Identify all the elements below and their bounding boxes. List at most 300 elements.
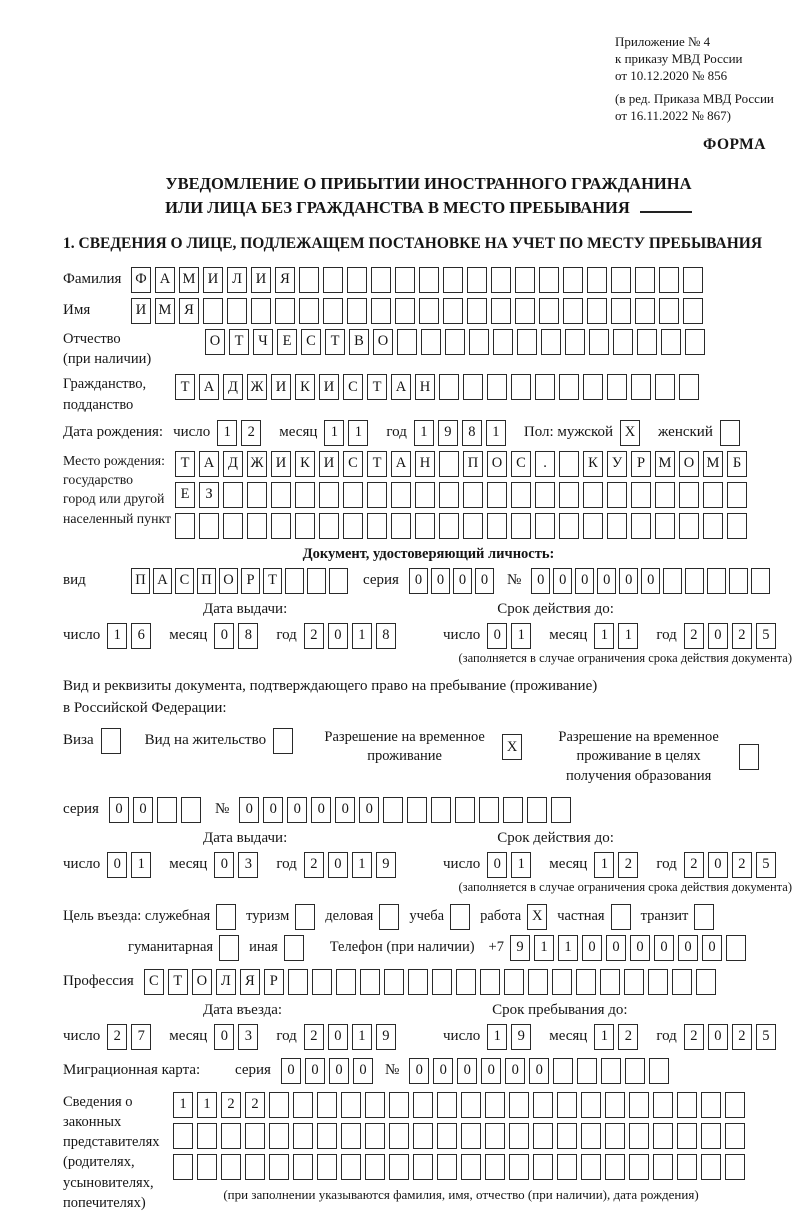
form-cell[interactable] xyxy=(653,1123,673,1149)
form-cell[interactable]: У xyxy=(607,451,627,477)
form-cell[interactable] xyxy=(371,298,391,324)
form-cell[interactable] xyxy=(557,1154,577,1180)
form-cell[interactable]: 2 xyxy=(732,623,752,649)
form-cell[interactable]: Л xyxy=(227,267,247,293)
form-cell[interactable] xyxy=(581,1154,601,1180)
form-cell[interactable] xyxy=(533,1092,553,1118)
form-cell[interactable] xyxy=(221,1123,241,1149)
form-cell[interactable]: 1 xyxy=(594,852,614,878)
form-cell[interactable] xyxy=(432,969,452,995)
form-cell[interactable] xyxy=(535,482,555,508)
form-cell[interactable]: 6 xyxy=(131,623,151,649)
form-cell[interactable] xyxy=(581,1092,601,1118)
form-cell[interactable]: X xyxy=(502,734,522,760)
form-cell[interactable]: 0 xyxy=(353,1058,373,1084)
form-cell[interactable] xyxy=(221,1154,241,1180)
form-cell[interactable]: 0 xyxy=(263,797,283,823)
form-cell[interactable]: И xyxy=(271,451,291,477)
form-cell[interactable] xyxy=(701,1123,721,1149)
form-cell[interactable]: 2 xyxy=(304,1024,324,1050)
form-cell[interactable] xyxy=(487,513,507,539)
form-cell[interactable]: 1 xyxy=(487,1024,507,1050)
form-cell[interactable]: С xyxy=(343,374,363,400)
form-cell[interactable] xyxy=(307,568,326,594)
form-cell[interactable] xyxy=(613,329,633,355)
form-cell[interactable]: Т xyxy=(367,374,387,400)
form-cell[interactable] xyxy=(629,1092,649,1118)
form-cell[interactable] xyxy=(271,482,291,508)
form-cell[interactable]: 1 xyxy=(217,420,237,446)
form-cell[interactable] xyxy=(397,329,417,355)
form-cell[interactable]: М xyxy=(655,451,675,477)
form-cell[interactable]: 1 xyxy=(352,1024,372,1050)
form-cell[interactable] xyxy=(181,797,201,823)
form-cell[interactable] xyxy=(395,298,415,324)
form-cell[interactable] xyxy=(605,1154,625,1180)
form-cell[interactable] xyxy=(223,482,243,508)
form-cell[interactable] xyxy=(629,1154,649,1180)
form-cell[interactable] xyxy=(407,797,427,823)
form-cell[interactable] xyxy=(341,1154,361,1180)
form-cell[interactable]: 0 xyxy=(630,935,650,961)
form-cell[interactable] xyxy=(541,329,561,355)
form-cell[interactable] xyxy=(317,1092,337,1118)
form-cell[interactable]: 1 xyxy=(534,935,554,961)
form-cell[interactable]: 1 xyxy=(352,852,372,878)
form-cell[interactable]: 0 xyxy=(553,568,572,594)
form-cell[interactable]: 0 xyxy=(214,852,234,878)
form-cell[interactable] xyxy=(559,451,579,477)
form-cell[interactable]: М xyxy=(179,267,199,293)
form-cell[interactable]: Я xyxy=(179,298,199,324)
form-cell[interactable] xyxy=(173,1123,193,1149)
form-cell[interactable] xyxy=(284,935,304,961)
form-cell[interactable] xyxy=(384,969,404,995)
form-cell[interactable] xyxy=(703,482,723,508)
form-cell[interactable]: 8 xyxy=(462,420,482,446)
form-cell[interactable] xyxy=(439,513,459,539)
form-cell[interactable]: А xyxy=(199,374,219,400)
form-cell[interactable] xyxy=(485,1123,505,1149)
form-cell[interactable]: 1 xyxy=(107,623,127,649)
form-cell[interactable] xyxy=(456,969,476,995)
form-cell[interactable] xyxy=(589,329,609,355)
form-cell[interactable]: 2 xyxy=(684,623,704,649)
form-cell[interactable]: 0 xyxy=(529,1058,549,1084)
form-cell[interactable]: 2 xyxy=(618,852,638,878)
form-cell[interactable] xyxy=(437,1092,457,1118)
form-cell[interactable] xyxy=(293,1092,313,1118)
form-cell[interactable]: И xyxy=(203,267,223,293)
form-cell[interactable]: 2 xyxy=(684,852,704,878)
form-cell[interactable]: К xyxy=(583,451,603,477)
form-cell[interactable] xyxy=(463,513,483,539)
form-cell[interactable] xyxy=(701,1154,721,1180)
form-cell[interactable]: И xyxy=(271,374,291,400)
form-cell[interactable] xyxy=(413,1154,433,1180)
form-cell[interactable]: 9 xyxy=(511,1024,531,1050)
form-cell[interactable]: Я xyxy=(275,267,295,293)
form-cell[interactable] xyxy=(587,267,607,293)
form-cell[interactable] xyxy=(581,1123,601,1149)
form-cell[interactable] xyxy=(563,267,583,293)
form-cell[interactable] xyxy=(203,298,223,324)
form-cell[interactable]: П xyxy=(197,568,216,594)
form-cell[interactable]: 2 xyxy=(618,1024,638,1050)
form-cell[interactable] xyxy=(479,797,499,823)
form-cell[interactable]: 1 xyxy=(324,420,344,446)
form-cell[interactable]: 0 xyxy=(582,935,602,961)
form-cell[interactable]: 0 xyxy=(487,852,507,878)
form-cell[interactable]: 8 xyxy=(238,623,258,649)
form-cell[interactable] xyxy=(455,797,475,823)
form-cell[interactable] xyxy=(491,298,511,324)
form-cell[interactable] xyxy=(739,744,759,770)
form-cell[interactable]: П xyxy=(463,451,483,477)
form-cell[interactable]: 8 xyxy=(376,623,396,649)
form-cell[interactable]: 9 xyxy=(376,852,396,878)
form-cell[interactable]: 2 xyxy=(304,852,324,878)
form-cell[interactable]: 0 xyxy=(214,1024,234,1050)
form-cell[interactable]: Н xyxy=(415,374,435,400)
form-cell[interactable]: 0 xyxy=(335,797,355,823)
form-cell[interactable] xyxy=(463,482,483,508)
form-cell[interactable] xyxy=(637,329,657,355)
form-cell[interactable] xyxy=(360,969,380,995)
form-cell[interactable] xyxy=(408,969,428,995)
form-cell[interactable] xyxy=(336,969,356,995)
form-cell[interactable] xyxy=(317,1154,337,1180)
form-cell[interactable] xyxy=(101,728,121,754)
form-cell[interactable] xyxy=(679,513,699,539)
form-cell[interactable] xyxy=(517,329,537,355)
form-cell[interactable] xyxy=(655,513,675,539)
form-cell[interactable] xyxy=(659,267,679,293)
form-cell[interactable] xyxy=(663,568,682,594)
form-cell[interactable]: 0 xyxy=(328,623,348,649)
form-cell[interactable] xyxy=(251,298,271,324)
form-cell[interactable]: А xyxy=(391,374,411,400)
form-cell[interactable]: С xyxy=(144,969,164,995)
form-cell[interactable] xyxy=(431,797,451,823)
form-cell[interactable] xyxy=(559,482,579,508)
form-cell[interactable] xyxy=(317,1123,337,1149)
form-cell[interactable] xyxy=(199,513,219,539)
form-cell[interactable] xyxy=(367,513,387,539)
form-cell[interactable] xyxy=(173,1154,193,1180)
form-cell[interactable] xyxy=(559,374,579,400)
form-cell[interactable] xyxy=(395,267,415,293)
form-cell[interactable]: 1 xyxy=(594,1024,614,1050)
form-cell[interactable] xyxy=(649,1058,669,1084)
form-cell[interactable] xyxy=(559,513,579,539)
form-cell[interactable] xyxy=(635,267,655,293)
form-cell[interactable]: 1 xyxy=(131,852,151,878)
form-cell[interactable]: 0 xyxy=(457,1058,477,1084)
form-cell[interactable]: 0 xyxy=(531,568,550,594)
form-cell[interactable]: 0 xyxy=(654,935,674,961)
form-cell[interactable]: 2 xyxy=(732,852,752,878)
form-cell[interactable]: О xyxy=(192,969,212,995)
form-cell[interactable] xyxy=(725,1092,745,1118)
form-cell[interactable] xyxy=(509,1092,529,1118)
form-cell[interactable] xyxy=(391,482,411,508)
form-cell[interactable] xyxy=(391,513,411,539)
form-cell[interactable] xyxy=(648,969,668,995)
form-cell[interactable] xyxy=(293,1123,313,1149)
form-cell[interactable] xyxy=(439,482,459,508)
form-cell[interactable]: 0 xyxy=(281,1058,301,1084)
form-cell[interactable] xyxy=(467,298,487,324)
form-cell[interactable] xyxy=(469,329,489,355)
form-cell[interactable] xyxy=(624,969,644,995)
form-cell[interactable] xyxy=(535,374,555,400)
form-cell[interactable]: 2 xyxy=(241,420,261,446)
form-cell[interactable]: С xyxy=(343,451,363,477)
form-cell[interactable]: 2 xyxy=(732,1024,752,1050)
form-cell[interactable] xyxy=(629,1123,649,1149)
form-cell[interactable]: 0 xyxy=(359,797,379,823)
form-cell[interactable] xyxy=(677,1123,697,1149)
form-cell[interactable]: Т xyxy=(263,568,282,594)
form-cell[interactable] xyxy=(271,513,291,539)
form-cell[interactable]: 0 xyxy=(475,568,494,594)
form-cell[interactable]: 0 xyxy=(287,797,307,823)
form-cell[interactable]: О xyxy=(487,451,507,477)
form-cell[interactable] xyxy=(413,1123,433,1149)
form-cell[interactable] xyxy=(611,298,631,324)
form-cell[interactable]: З xyxy=(199,482,219,508)
form-cell[interactable]: Ж xyxy=(247,451,267,477)
form-cell[interactable] xyxy=(677,1154,697,1180)
form-cell[interactable] xyxy=(485,1092,505,1118)
form-cell[interactable] xyxy=(661,329,681,355)
form-cell[interactable] xyxy=(557,1092,577,1118)
form-cell[interactable]: Ч xyxy=(253,329,273,355)
form-cell[interactable] xyxy=(487,374,507,400)
form-cell[interactable] xyxy=(343,513,363,539)
form-cell[interactable] xyxy=(216,904,236,930)
form-cell[interactable] xyxy=(503,797,523,823)
form-cell[interactable] xyxy=(389,1154,409,1180)
form-cell[interactable] xyxy=(491,267,511,293)
form-cell[interactable] xyxy=(389,1123,409,1149)
form-cell[interactable]: 1 xyxy=(348,420,368,446)
form-cell[interactable]: 9 xyxy=(376,1024,396,1050)
form-cell[interactable] xyxy=(703,513,723,539)
form-cell[interactable]: Т xyxy=(229,329,249,355)
form-cell[interactable] xyxy=(611,904,631,930)
form-cell[interactable] xyxy=(565,329,585,355)
form-cell[interactable]: И xyxy=(319,374,339,400)
form-cell[interactable] xyxy=(389,1092,409,1118)
form-cell[interactable]: 0 xyxy=(453,568,472,594)
form-cell[interactable] xyxy=(653,1154,673,1180)
form-cell[interactable] xyxy=(450,904,470,930)
form-cell[interactable] xyxy=(371,267,391,293)
form-cell[interactable]: 0 xyxy=(109,797,129,823)
form-cell[interactable]: 1 xyxy=(558,935,578,961)
form-cell[interactable]: Т xyxy=(175,374,195,400)
form-cell[interactable] xyxy=(275,298,295,324)
form-cell[interactable]: 0 xyxy=(702,935,722,961)
form-cell[interactable] xyxy=(419,267,439,293)
form-cell[interactable] xyxy=(607,374,627,400)
form-cell[interactable] xyxy=(343,482,363,508)
form-cell[interactable]: 0 xyxy=(311,797,331,823)
form-cell[interactable] xyxy=(605,1123,625,1149)
form-cell[interactable]: 0 xyxy=(305,1058,325,1084)
form-cell[interactable] xyxy=(288,969,308,995)
form-cell[interactable] xyxy=(379,904,399,930)
form-cell[interactable]: 2 xyxy=(304,623,324,649)
form-cell[interactable] xyxy=(493,329,513,355)
form-cell[interactable]: 0 xyxy=(606,935,626,961)
form-cell[interactable] xyxy=(511,374,531,400)
form-cell[interactable] xyxy=(655,374,675,400)
form-cell[interactable]: Р xyxy=(631,451,651,477)
form-cell[interactable]: 9 xyxy=(438,420,458,446)
form-cell[interactable] xyxy=(157,797,177,823)
form-cell[interactable] xyxy=(577,1058,597,1084)
form-cell[interactable] xyxy=(299,298,319,324)
form-cell[interactable] xyxy=(319,513,339,539)
form-cell[interactable] xyxy=(725,1154,745,1180)
form-cell[interactable] xyxy=(515,267,535,293)
form-cell[interactable] xyxy=(485,1154,505,1180)
form-cell[interactable]: А xyxy=(199,451,219,477)
form-cell[interactable] xyxy=(437,1123,457,1149)
form-cell[interactable] xyxy=(269,1092,289,1118)
form-cell[interactable] xyxy=(367,482,387,508)
form-cell[interactable] xyxy=(679,482,699,508)
form-cell[interactable] xyxy=(631,482,651,508)
form-cell[interactable] xyxy=(461,1154,481,1180)
form-cell[interactable] xyxy=(413,1092,433,1118)
form-cell[interactable] xyxy=(197,1123,217,1149)
form-cell[interactable] xyxy=(583,482,603,508)
form-cell[interactable] xyxy=(726,935,746,961)
form-cell[interactable]: С xyxy=(175,568,194,594)
form-cell[interactable]: 0 xyxy=(409,1058,429,1084)
form-cell[interactable]: 1 xyxy=(173,1092,193,1118)
form-cell[interactable]: К xyxy=(295,451,315,477)
form-cell[interactable]: 0 xyxy=(641,568,660,594)
form-cell[interactable]: А xyxy=(153,568,172,594)
form-cell[interactable]: Л xyxy=(216,969,236,995)
form-cell[interactable]: С xyxy=(301,329,321,355)
form-cell[interactable] xyxy=(635,298,655,324)
form-cell[interactable]: 9 xyxy=(510,935,530,961)
form-cell[interactable]: 0 xyxy=(505,1058,525,1084)
form-cell[interactable] xyxy=(515,298,535,324)
form-cell[interactable] xyxy=(197,1154,217,1180)
form-cell[interactable]: 5 xyxy=(756,852,776,878)
form-cell[interactable]: Е xyxy=(277,329,297,355)
form-cell[interactable] xyxy=(625,1058,645,1084)
form-cell[interactable] xyxy=(480,969,500,995)
form-cell[interactable] xyxy=(685,568,704,594)
form-cell[interactable] xyxy=(729,568,748,594)
form-cell[interactable]: П xyxy=(131,568,150,594)
form-cell[interactable] xyxy=(583,374,603,400)
form-cell[interactable]: В xyxy=(349,329,369,355)
form-cell[interactable]: 2 xyxy=(245,1092,265,1118)
form-cell[interactable]: И xyxy=(251,267,271,293)
form-cell[interactable]: 2 xyxy=(221,1092,241,1118)
form-cell[interactable] xyxy=(659,298,679,324)
form-cell[interactable] xyxy=(365,1123,385,1149)
form-cell[interactable]: 0 xyxy=(239,797,259,823)
form-cell[interactable] xyxy=(247,482,267,508)
form-cell[interactable] xyxy=(319,482,339,508)
form-cell[interactable] xyxy=(511,513,531,539)
form-cell[interactable]: 0 xyxy=(409,568,428,594)
form-cell[interactable]: 0 xyxy=(487,623,507,649)
form-cell[interactable] xyxy=(329,568,348,594)
form-cell[interactable] xyxy=(607,513,627,539)
form-cell[interactable]: 0 xyxy=(708,852,728,878)
form-cell[interactable]: 7 xyxy=(131,1024,151,1050)
form-cell[interactable] xyxy=(415,482,435,508)
form-cell[interactable] xyxy=(175,513,195,539)
form-cell[interactable] xyxy=(295,482,315,508)
form-cell[interactable]: И xyxy=(131,298,151,324)
form-cell[interactable] xyxy=(511,482,531,508)
form-cell[interactable] xyxy=(533,1154,553,1180)
form-cell[interactable]: М xyxy=(703,451,723,477)
form-cell[interactable] xyxy=(607,482,627,508)
form-cell[interactable] xyxy=(707,568,726,594)
form-cell[interactable] xyxy=(655,482,675,508)
form-cell[interactable]: М xyxy=(155,298,175,324)
form-cell[interactable] xyxy=(685,329,705,355)
form-cell[interactable] xyxy=(223,513,243,539)
form-cell[interactable] xyxy=(347,298,367,324)
form-cell[interactable] xyxy=(694,904,714,930)
form-cell[interactable] xyxy=(557,1123,577,1149)
form-cell[interactable]: 0 xyxy=(619,568,638,594)
form-cell[interactable] xyxy=(720,420,740,446)
form-cell[interactable]: 0 xyxy=(431,568,450,594)
form-cell[interactable] xyxy=(323,298,343,324)
form-cell[interactable]: Д xyxy=(223,451,243,477)
form-cell[interactable]: 5 xyxy=(756,1024,776,1050)
form-cell[interactable]: 0 xyxy=(708,1024,728,1050)
form-cell[interactable]: 3 xyxy=(238,852,258,878)
form-cell[interactable] xyxy=(528,969,548,995)
form-cell[interactable]: 1 xyxy=(352,623,372,649)
form-cell[interactable]: 0 xyxy=(107,852,127,878)
form-cell[interactable]: 1 xyxy=(486,420,506,446)
form-cell[interactable] xyxy=(365,1092,385,1118)
form-cell[interactable] xyxy=(587,298,607,324)
form-cell[interactable]: 0 xyxy=(597,568,616,594)
form-cell[interactable] xyxy=(439,374,459,400)
form-cell[interactable] xyxy=(437,1154,457,1180)
form-cell[interactable] xyxy=(533,1123,553,1149)
form-cell[interactable] xyxy=(727,482,747,508)
form-cell[interactable]: 0 xyxy=(575,568,594,594)
form-cell[interactable] xyxy=(725,1123,745,1149)
form-cell[interactable]: 0 xyxy=(678,935,698,961)
form-cell[interactable]: Р xyxy=(264,969,284,995)
form-cell[interactable] xyxy=(539,267,559,293)
form-cell[interactable] xyxy=(227,298,247,324)
form-cell[interactable] xyxy=(701,1092,721,1118)
form-cell[interactable]: Т xyxy=(168,969,188,995)
form-cell[interactable] xyxy=(445,329,465,355)
